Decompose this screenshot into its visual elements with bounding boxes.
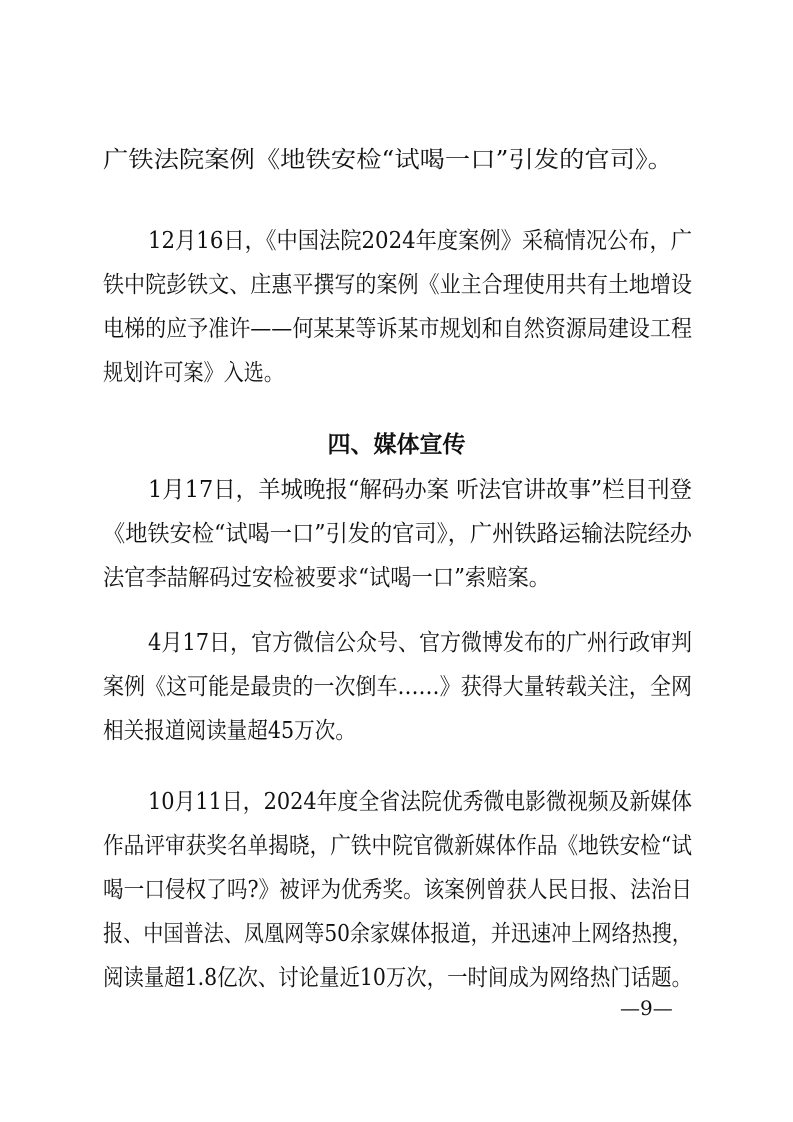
line-text: 案例《这可能是最贵的一次倒车……》获得大量转载关注，全网 [103,674,692,700]
line-text: 报、中国普法、凤凰网等50余家媒体报道，并迅速冲上网络热搜， [103,921,692,947]
body-line [0,263,793,307]
page-number: —9— [620,996,673,1020]
line-text: 电梯的应予准许——何某某等诉某市规划和自然资源局建设工程 [103,316,692,342]
line-text: 《地铁安检“试喝一口”引发的官司》，广州铁路运输法院经办 [103,521,692,547]
body-line [0,868,793,912]
body-line [0,824,793,868]
line-text: 10月11日，2024年度全省法院优秀微电影微视频及新媒体 [148,789,692,815]
body-line [0,621,793,665]
section-heading: 四、媒体宣传 [327,432,466,458]
line-text: 4月17日，官方微信公众号、官方微博发布的广州行政审判 [148,630,692,656]
body-line [0,912,793,956]
line-text: 法官李喆解码过安检被要求“试喝一口”索赔案。 [103,565,550,591]
line-text: 规划许可案》入选。 [103,360,284,386]
body-line [0,556,793,600]
body-line [0,219,793,263]
line-text: 喝一口侵权了吗?》被评为优秀奖。该案例曾获人民日报、法治日 [103,877,692,903]
body-line [0,468,793,512]
line-text: 广铁法院案例《地铁安检“试喝一口”引发的官司》。 [103,147,673,173]
body-line [0,307,793,351]
body-line [0,512,793,556]
body-line [0,351,793,395]
body-line [0,138,793,182]
body-line [0,665,793,709]
line-text: 铁中院彭铁文、庄惠平撰写的案例《业主合理使用共有土地增设 [103,272,692,298]
body-line [0,780,793,824]
body-line [0,709,793,753]
line-text: 作品评审获奖名单揭晓，广铁中院官微新媒体作品《地铁安检“试 [103,833,692,859]
line-text: 1月17日，羊城晚报“解码办案 听法官讲故事”栏目刊登 [148,477,692,503]
line-text: 相关报道阅读量超45万次。 [103,718,356,744]
line-text: 12月16日，《中国法院2024年度案例》采稿情况公布，广 [148,228,692,254]
line-text: 阅读量超1.8亿次、讨论量近10万次，一时间成为网络热门话题。 [103,965,692,991]
